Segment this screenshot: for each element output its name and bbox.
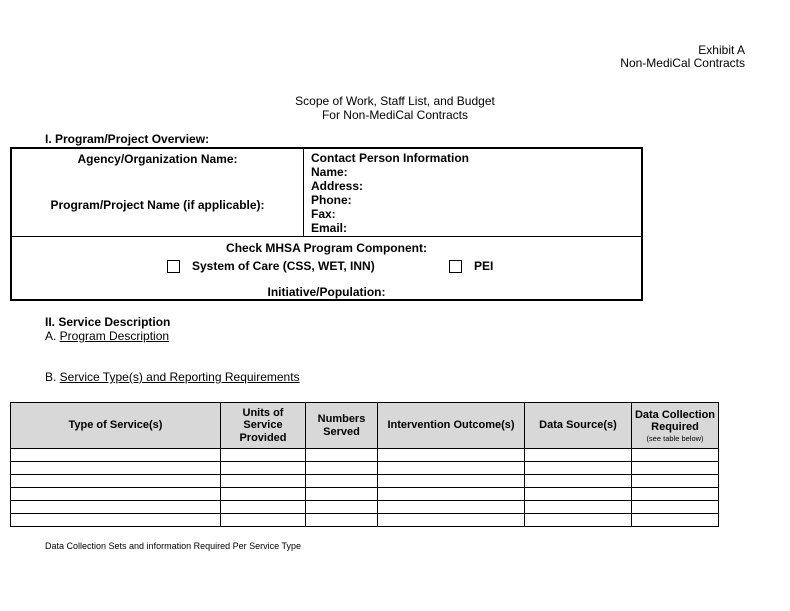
service-table-cell[interactable] — [221, 449, 306, 462]
contact-field-address: Address: — [311, 179, 364, 193]
contact-field-phone: Phone: — [311, 193, 352, 207]
service-table-row — [11, 475, 719, 488]
mhsa-component-row — [12, 237, 641, 299]
footer-note: Data Collection Sets and information Required Per Service Type — [45, 541, 301, 551]
item-b-prefix: B. — [45, 370, 60, 384]
service-table-cell[interactable] — [221, 475, 306, 488]
service-table-cell[interactable] — [525, 514, 632, 527]
system-of-care-label: System of Care (CSS, WET, INN) — [192, 259, 375, 273]
mhsa-heading: Check MHSA Program Component: — [226, 241, 427, 255]
service-table-cell[interactable] — [11, 488, 221, 501]
data-collection-note: (see table below) — [646, 433, 704, 443]
service-table-cell[interactable] — [525, 475, 632, 488]
agency-name-label: Agency/Organization Name: — [77, 152, 238, 166]
col-header-units-of-service: Units of Service Provided — [221, 403, 306, 449]
service-table-cell[interactable] — [11, 514, 221, 527]
overview-top-row — [12, 149, 641, 237]
service-table-cell[interactable] — [632, 501, 719, 514]
service-table-cell[interactable] — [221, 462, 306, 475]
contact-field-name: Name: — [311, 165, 348, 179]
service-table-cell[interactable] — [525, 501, 632, 514]
service-table-cell[interactable] — [306, 514, 378, 527]
section1-heading: I. Program/Project Overview: — [45, 132, 210, 146]
service-table-cell[interactable] — [378, 462, 525, 475]
service-table-cell[interactable] — [221, 514, 306, 527]
service-table-cell[interactable] — [306, 462, 378, 475]
service-table-cell[interactable] — [632, 462, 719, 475]
contact-field-fax: Fax: — [311, 207, 336, 221]
item-b-label: Service Type(s) and Reporting Requirements — [59, 370, 300, 384]
service-table-row — [11, 462, 719, 475]
service-table-cell[interactable] — [306, 449, 378, 462]
contact-field-email: Email: — [311, 221, 348, 235]
document-title-line2: For Non-MediCal Contracts — [321, 107, 469, 122]
document-title-line1: Scope of Work, Staff List, and Budget — [295, 94, 495, 108]
mhsa-checkbox-line — [12, 259, 641, 275]
service-table-cell[interactable] — [378, 475, 525, 488]
exhibit-label: Exhibit A — [698, 43, 745, 57]
contact-heading: Contact Person Information — [311, 151, 470, 165]
col-header-numbers-served: Numbers Served — [306, 403, 378, 449]
col-header-data-sources: Data Source(s) — [525, 403, 632, 449]
program-overview-table — [10, 147, 643, 301]
service-table-row — [11, 514, 719, 527]
pei-checkbox[interactable] — [449, 260, 462, 273]
service-table-row — [11, 449, 719, 462]
program-name-label: Program/Project Name (if applicable): — [50, 198, 265, 212]
pei-option[interactable] — [449, 259, 493, 273]
initiative-population-label: Initiative/Population: — [267, 285, 386, 299]
service-table-cell[interactable] — [525, 488, 632, 501]
system-of-care-checkbox[interactable] — [167, 260, 180, 273]
contact-info-cell — [304, 149, 641, 236]
service-table-cell[interactable] — [306, 488, 378, 501]
service-table-body — [11, 449, 719, 527]
section2-item-a — [45, 329, 169, 343]
item-a-prefix: A. — [45, 329, 60, 343]
service-table-cell[interactable] — [11, 501, 221, 514]
service-table-cell[interactable] — [11, 449, 221, 462]
service-table-cell[interactable] — [525, 462, 632, 475]
col-header-type-of-service: Type of Service(s) — [11, 403, 221, 449]
pei-label: PEI — [474, 259, 494, 273]
service-table-cell[interactable] — [11, 475, 221, 488]
item-a-label: Program Description — [59, 329, 170, 343]
service-table-cell[interactable] — [306, 475, 378, 488]
service-table — [10, 402, 719, 527]
service-table-cell[interactable] — [306, 501, 378, 514]
section2-heading: II. Service Description — [45, 315, 171, 329]
section2-item-b — [45, 370, 300, 384]
service-table-row — [11, 501, 719, 514]
service-table-cell[interactable] — [221, 488, 306, 501]
exhibit-subtitle: Non-MediCal Contracts — [620, 56, 745, 70]
service-table-cell[interactable] — [378, 514, 525, 527]
service-table-cell[interactable] — [632, 514, 719, 527]
col-header-intervention-outcomes: Intervention Outcome(s) — [378, 403, 525, 449]
system-of-care-option[interactable] — [167, 259, 375, 273]
document-title — [0, 95, 790, 122]
service-table-cell[interactable] — [632, 488, 719, 501]
overview-left-cell — [12, 149, 304, 236]
service-table-cell[interactable] — [632, 449, 719, 462]
service-table-cell[interactable] — [221, 501, 306, 514]
service-table-cell[interactable] — [378, 449, 525, 462]
service-table-cell[interactable] — [378, 501, 525, 514]
service-table-cell[interactable] — [378, 488, 525, 501]
exhibit-block — [620, 44, 745, 70]
service-table-cell[interactable] — [632, 475, 719, 488]
service-table-cell[interactable] — [525, 449, 632, 462]
service-table-row — [11, 488, 719, 501]
service-table-header — [11, 403, 719, 449]
service-table-cell[interactable] — [11, 462, 221, 475]
col-header-data-collection: Data Collection Required (see table below) — [632, 403, 719, 449]
